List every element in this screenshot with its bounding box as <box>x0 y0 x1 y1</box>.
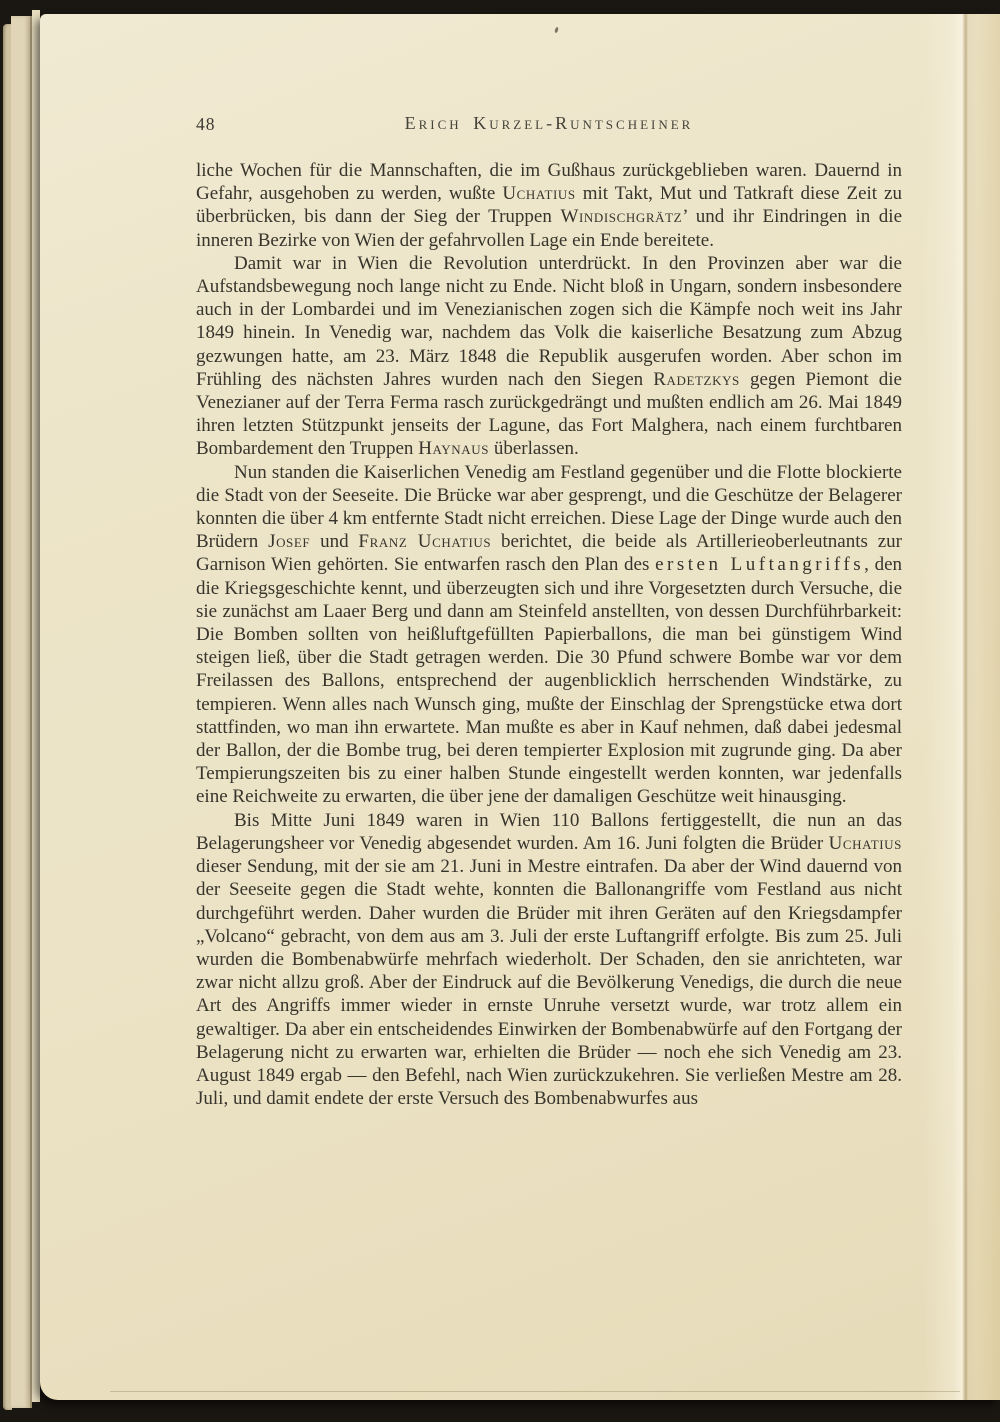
page-body-text <box>196 159 902 1110</box>
text-segment: , den die Kriegsgeschichte kennt, und überzeugten sich und ihre Vorgesetzten durch Versuche, die sie zunächst am Laaer Berg und dann am Steinfeld anstellten, von dessen Durchführbarkeit: Die Bomben sollten von heißluftgefüllten Papierballons, die man bei günstigem Wind steigen ließ, über die Stadt getragen werden. Die 30 Pfund schwere Bombe war vor dem Freilassen des Ballons, entsprechend der augenblicklich herrschenden Windstärke, zu tempieren. Wenn alles nach Wunsch ging, mußte der Einschlag der Sprengstücke etwa dort stattfinden, wo man ihn erwartete. Man mußte es aber in Kauf nehmen, daß dabei jedesmal der Ballon, der die Bombe trug, bei deren tempierter Explosion mit zugrunde ging. Da aber Tempierungszeiten bis zu einer halben Stunde eingestellt werden konnten, war jedenfalls eine Reichweite zu erwarten, die über jene der damaligen Geschütze weit hinausging. <box>196 554 903 808</box>
running-header: Erich Kurzel-Runtscheiner <box>404 113 694 133</box>
text-segment: gegen Piemont die Venezianer auf der Terra Ferma rasch zurückgedrängt und mußten endlich am 26. Mai 1849 ihren letzten Stützpunkt jenseits der Lagune, das Fort Malghera, nach einem furchtbaren Bombardement den Truppen <box>196 368 902 460</box>
text-segment: liche Wochen für die Mannschaften, die im Gußhaus zurückgeblieben waren. Dauernd in Gefahr, ausgehoben zu werden, wußte <box>196 160 902 205</box>
text-segment: Bis Mitte Juni 1849 waren in Wien 110 Ballons fertiggestellt, die nun an das Belagerungsheer vor Venedig abgesendet wurden. Am 16. Juni folgten die Brüder <box>196 809 902 854</box>
text-segment: Damit war in Wien die Revolution unterdrückt. In den Provinzen aber war die Aufstandsbewegung noch lange nicht zu Ende. Nicht bloß in Ungarn, sondern insbesondere auch in der Lombardei und im Venezianischen zogen sich die Kämpfe noch weit ins Jahr 1849 hinein. In Venedig war, nachdem das Volk die kaiserliche Besatzung zum Abzug gezwungen hatte, am 23. März 1848 die Republik ausgerufen worden. Aber schon im Frühling des nächsten Jahres wurden nach den Siegen <box>196 252 902 390</box>
paper-speck <box>554 27 559 34</box>
page-number: 48 <box>196 114 216 134</box>
text-segment: überlassen. <box>489 438 579 460</box>
text-segment: und <box>310 531 359 553</box>
running-head-row <box>196 113 902 139</box>
page-edge-stack-middle <box>11 16 32 1408</box>
body-paragraph <box>196 252 902 461</box>
smallcaps-name: Haynaus <box>418 438 490 460</box>
text-segment: ’ und ihr Eindringen in die inneren Bezirke von Wien der gefahrvollen Lage ein Ende bereitete. <box>196 206 903 251</box>
smallcaps-name: Uchatius <box>502 183 576 205</box>
smallcaps-name: Windischgrätz <box>560 206 683 228</box>
book-page <box>40 14 1000 1400</box>
body-paragraph <box>196 809 902 1111</box>
text-segment: dieser Sendung, mit der sie am 21. Juni in Mestre eintrafen. Da aber der Wind dauernd von der Seeseite gegen die Stadt wehte, konnten die Ballonangriffe vom Festland aus nicht durchgeführt werden. Daher wurden die Brüder mit ihren Geräten auf den Kriegsdampfer „Volcano“ gebracht, von dem aus am 3. Juli der erste Luftangriff erfolgte. Bis zum 25. Juli wurden die Bombenabwürfe mehrfach wiederholt. Der Schaden, den sie anrichteten, war zwar nicht allzu groß. Aber der Eindruck auf die Bevölkerung Venedigs, die durch die neue Art des Angriffs immer wieder in ernste Unruhe versetzt wurde, war trotz allem ein gewaltiger. Da aber ein entscheidendes Einwirken der Bombenabwürfe auf den Fortgang der Belagerung nicht zu erwarten war, erhielten die Brüder — noch ehe sich Venedig am 23. August 1849 ergab — den Befehl, nach Wien zurückzukehren. Sie verließen Mestre am 28. Juli, und damit endete der erste Versuch des Bombenabwurfes aus <box>196 856 902 1110</box>
page-bottom-edge-line <box>110 1391 960 1392</box>
smallcaps-name: Franz Uchatius <box>358 531 492 553</box>
body-paragraph <box>196 159 902 252</box>
smallcaps-name: Josef <box>268 531 311 553</box>
text-segment: berichtet, die beide als Artillerieoberleutnants zur Garnison Wien gehörten. Sie entwarfen rasch den Plan des <box>196 531 902 576</box>
text-segment: Nun standen die Kaiserlichen Venedig am Festland gegenüber und die Flotte blockierte die Stadt von der Seeseite. Die Brücke war aber gesprengt, und die Geschütze der Belagerer konnten die über 4 km entfernte Stadt nicht erreichen. Diese Lage der Dinge wurde auch den Brüdern <box>196 461 902 553</box>
text-segment: mit Takt, Mut und Tatkraft diese Zeit zu überbrücken, bis dann der Sieg der Truppen <box>196 183 902 228</box>
body-paragraph <box>196 461 902 809</box>
emphasized-spaced-text: ersten Luftangriffs <box>655 554 865 576</box>
smallcaps-name: Uchatius <box>828 832 902 854</box>
page-gutter-crease <box>924 14 1000 1400</box>
page-edge-stack-inner <box>32 10 40 1402</box>
smallcaps-name: Radetzkys <box>653 368 740 390</box>
